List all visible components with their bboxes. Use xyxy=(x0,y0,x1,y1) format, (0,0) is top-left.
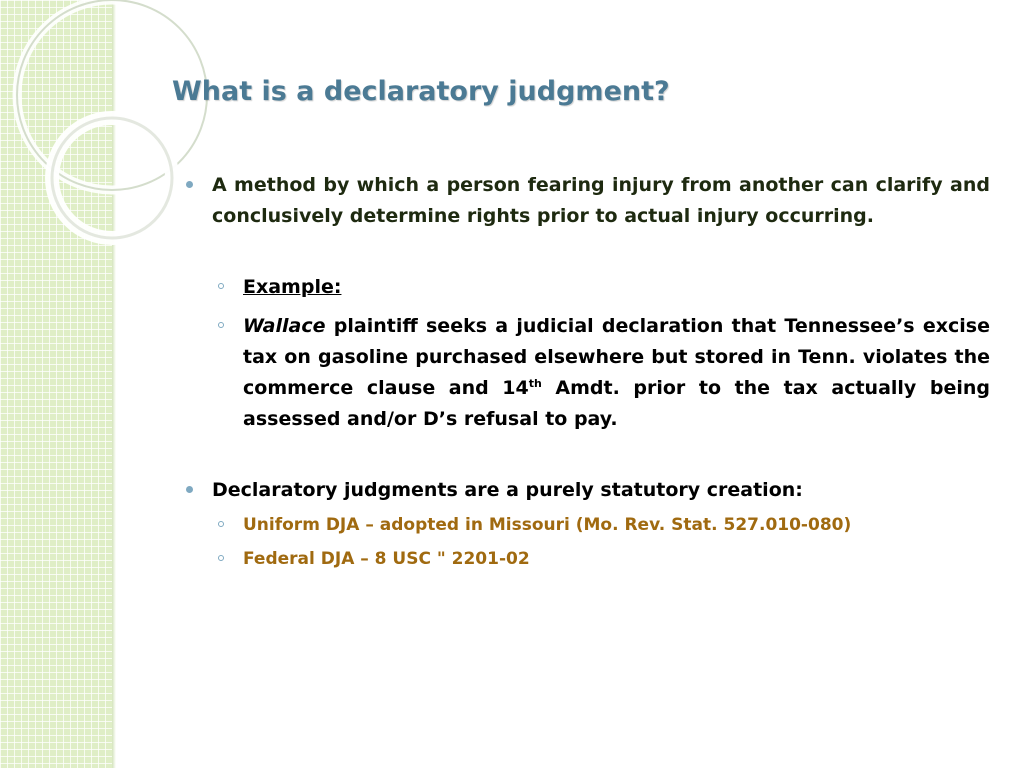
sub-bullet-circle-icon xyxy=(218,322,224,328)
slide-title: What is a declaratory judgment? xyxy=(172,76,670,107)
sub-bullet-circle-icon xyxy=(218,521,224,527)
decorative-circles xyxy=(0,0,200,260)
example-label: Example: xyxy=(243,276,342,298)
superscript-th: th xyxy=(528,377,542,390)
bullet-dot-icon xyxy=(186,486,193,493)
sub-bullet-uniform-dja xyxy=(218,510,990,540)
sub-bullet-federal-dja xyxy=(218,544,990,574)
federal-dja-text: Federal DJA – 8 USC " 2201-02 xyxy=(243,549,530,569)
bullet-dot-icon xyxy=(186,181,193,188)
bullet-statutory-text: Declaratory judgments are a purely statutory creation: xyxy=(212,479,803,501)
sub-bullet-circle-icon xyxy=(218,555,224,561)
sub-bullet-circle-icon xyxy=(218,283,224,289)
case-name: Wallace xyxy=(243,315,326,337)
example-text-part-2: Amdt. prior to the tax actually being assessed and/or D’s refusal to pay. xyxy=(243,377,990,430)
sub-bullet-example-label xyxy=(218,272,990,303)
bullet-definition-text: A method by which a person fearing injury from another can clarify and conclusively determine rights prior to actual injury occurring. xyxy=(212,174,990,227)
slide-content xyxy=(186,170,990,574)
uniform-dja-text: Uniform DJA – adopted in Missouri (Mo. Rev. Stat. 527.010-080) xyxy=(243,515,852,535)
bullet-statutory xyxy=(186,475,990,506)
example-text-part-1: plaintiff seeks a judicial declaration that Tennessee’s excise tax on gasoline purchased elsewhere but stored in Tenn. violates the commerce clause and 14 xyxy=(243,315,990,399)
bullet-definition xyxy=(186,170,990,232)
sub-bullet-example-wallace xyxy=(218,311,990,435)
